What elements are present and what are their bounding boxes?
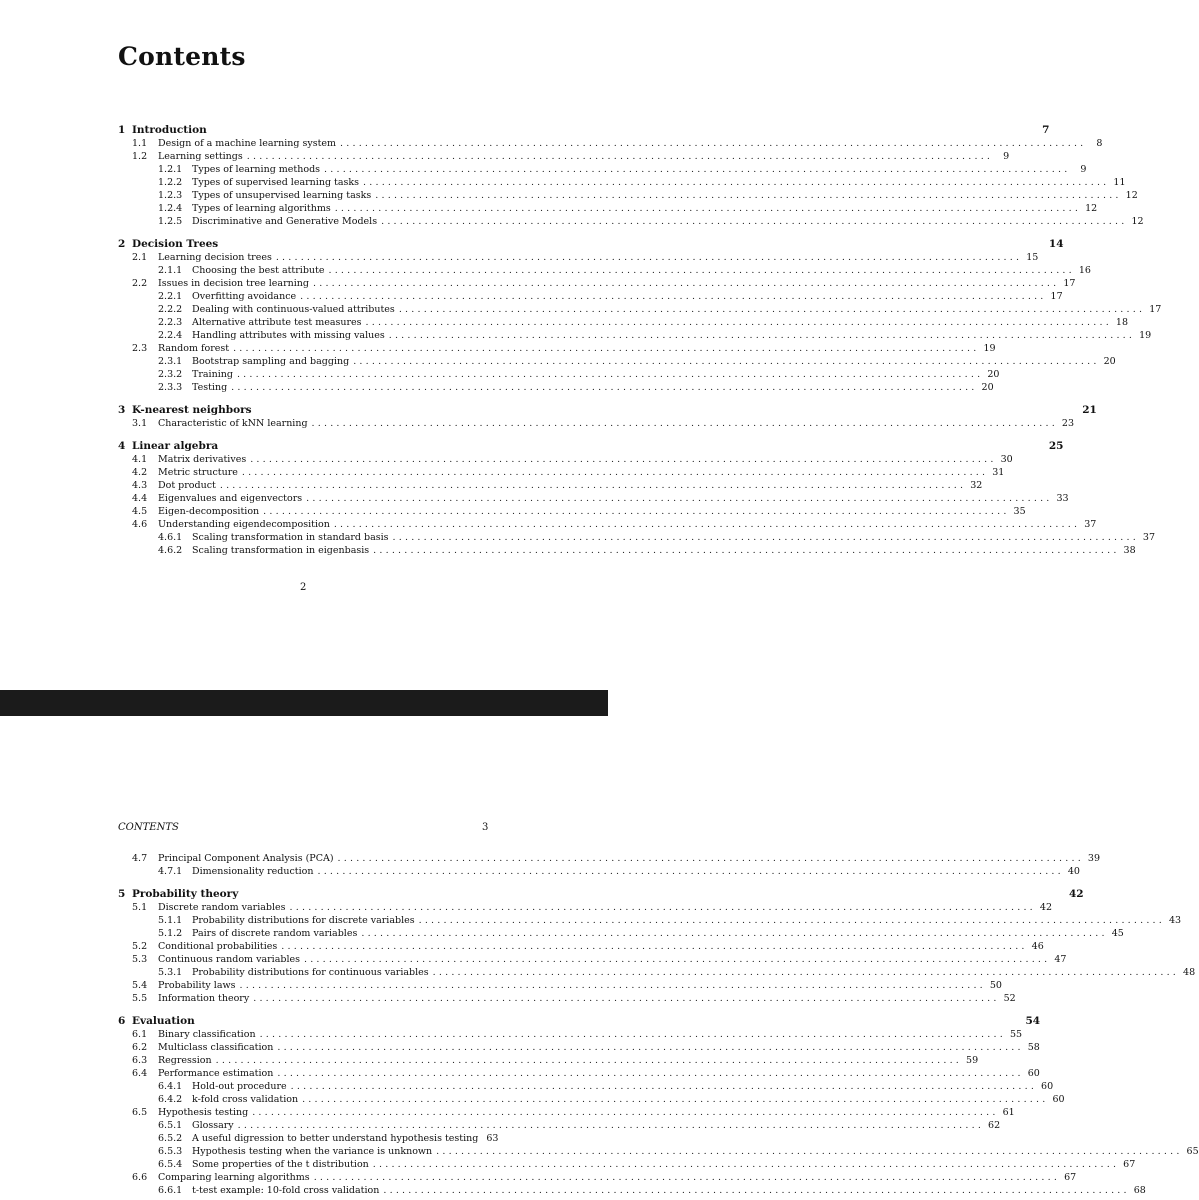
dot-leader: ........................................................................................................................ [215,1055,963,1066]
toc-entry-page: 11 [1113,177,1126,188]
toc-entry-page: 21 [1082,404,1097,416]
toc-entry-page: 35 [1013,506,1026,517]
toc-entry-page: 67 [1123,1159,1136,1170]
toc-entry-title: Design of a machine learning system [158,138,337,149]
toc-entry-number: 2.3 [132,343,148,354]
toc-entry-page: 20 [981,382,994,393]
toc-entry-number: 3.1 [132,418,148,429]
toc-entry-page: 61 [1002,1107,1015,1118]
toc-entry-page: 9 [1003,151,1010,162]
dot-leader: ........................................................................................................................ [324,164,1071,175]
toc-entry-page: 19 [983,343,996,354]
toc-entry-title: Hypothesis testing when the variance is unknown [192,1146,433,1157]
toc-entry-section[interactable] [118,137,1103,150]
toc-entry-number: 6 [118,1015,126,1027]
toc-entry-title: Introduction [132,124,207,136]
toc-entry-number: 5.4 [132,980,148,991]
dot-leader: ........................................................................................................................ [317,866,1064,877]
toc-entry-number: 4.7 [132,853,148,864]
dot-leader: ........................................................................................................................ [241,467,989,478]
toc-entry-subsection[interactable] [118,914,1182,927]
toc-entry-title: Types of learning methods [192,164,321,175]
toc-entry-page: 25 [1048,440,1064,452]
toc-entry-number: 2.1 [132,252,148,263]
toc-entry-page: 67 [1064,1172,1077,1183]
dot-leader: ........................................................................................................................ [231,382,978,393]
toc-entry-section[interactable] [118,492,1069,505]
toc-entry-number: 4.4 [132,493,148,504]
toc-entry-section[interactable] [118,453,1013,466]
toc-entry-number: 4.3 [132,480,148,491]
toc-entry-title: Regression [158,1055,212,1066]
toc-entry-number: 4.6.2 [158,545,183,556]
dot-leader: ........................................................................................................................ [436,1146,1183,1157]
toc-entry-chapter[interactable] [118,888,1084,901]
toc-entry-page: 42 [1039,902,1052,913]
dot-leader: ........................................................................................................................ [353,356,1100,367]
dot-leader: ........................................................................................................................ [281,941,1028,952]
toc-entry-title: Types of learning algorithms [192,203,331,214]
toc-entry-number: 5.3 [132,954,148,965]
toc-entry-section[interactable] [118,953,1067,966]
dot-leader: ........................................................................................................................ [277,1042,1024,1053]
toc-entry-title: Types of supervised learning tasks [192,177,360,188]
toc-entry-page: 17 [1149,304,1162,315]
toc-entry-title: Principal Component Analysis (PCA) [158,853,334,864]
toc-entry-page: 33 [1056,493,1069,504]
toc-entry-chapter[interactable] [118,238,1064,251]
toc-entry-title: Learning decision trees [158,252,272,263]
toc-entry-number: 2.3.2 [158,369,183,380]
page-separator [0,690,608,716]
toc-entry-number: 5.5 [132,993,148,1004]
toc-entry-title: Random forest [158,343,230,354]
toc-entry-subsection[interactable] [118,355,1116,368]
toc-entry-page: 59 [966,1055,979,1066]
toc-entry-number: 4.2 [132,467,148,478]
dot-leader: ........................................................................................................................ [361,928,1108,939]
toc-entry-title: Binary classification [158,1029,256,1040]
toc-entry-title: Multiclass classification [158,1042,274,1053]
toc-entry-title: Learning settings [158,151,243,162]
dot-leader: ........................................................................................................................ [333,519,1081,530]
toc-entry-number: 6.5.1 [158,1120,183,1131]
toc-entry-title: Choosing the best attribute [192,265,325,276]
toc-entry-title: Hypothesis testing [158,1107,249,1118]
dot-leader: ........................................................................................................................ [252,1107,999,1118]
toc-entry-page: 63 [486,1133,499,1144]
toc-entry-subsection[interactable] [118,163,1087,176]
dot-leader: ........................................................................................................................ [372,1159,1120,1170]
toc-entry-title: Pairs of discrete random variables [192,928,358,939]
toc-entry-subsection[interactable] [118,544,1136,557]
toc-entry-title: Information theory [158,993,250,1004]
toc-entry-number: 4 [118,440,126,452]
toc-entry-section[interactable] [118,251,1039,264]
toc-entry-number: 2 [118,238,126,250]
toc-entry-section[interactable] [118,342,996,355]
toc-entry-title: Scaling transformation in eigenbasis [192,545,370,556]
toc-entry-title: Training [192,369,233,380]
toc-entry-section[interactable] [118,1054,979,1067]
toc-entry-section[interactable] [118,992,1016,1005]
dot-leader: ........................................................................................................................ [239,980,986,991]
toc-entry-number: 1.2.5 [158,216,183,227]
toc-entry-title: Handling attributes with missing values [192,330,385,341]
toc-entry-page: 8 [1096,138,1103,149]
dot-leader: ........................................................................................................................ [340,138,1087,149]
toc-entry-title: Metric structure [158,467,238,478]
toc-entry-page: 50 [989,980,1002,991]
dot-leader: ........................................................................................................................ [259,1029,1006,1040]
toc-entry-subsection[interactable] [118,176,1126,189]
running-head-page-number: 3 [482,822,489,833]
dot-leader: ........................................................................................................................ [303,954,1051,965]
dot-leader: ........................................................................................................................ [277,1068,1024,1079]
toc-entry-page: 14 [1048,238,1064,250]
toc-entry-page: 52 [1003,993,1016,1004]
toc-entry-page: 43 [1168,915,1182,926]
dot-leader: ........................................................................................................................ [219,480,967,491]
toc-entry-subsection[interactable] [118,381,994,394]
toc-entry-page: 31 [992,467,1005,478]
toc-entry-page: 20 [987,369,1000,380]
dot-leader: ........................................................................................................................ [381,216,1128,227]
toc-entry-number: 3 [118,404,126,416]
toc-entry-number: 5.1.1 [158,915,183,926]
toc-entry-number: 5.1.2 [158,928,183,939]
dot-leader: ........................................................................................................................ [383,1185,1130,1196]
toc-entry-page: 60 [1041,1081,1054,1092]
dot-leader: ........................................................................................................................ [334,203,1082,214]
dot-leader: ........................................................................................................................ [337,853,1084,864]
toc-entry-number: 6.6.1 [158,1185,183,1196]
dot-leader: ........................................................................................................................ [418,915,1165,926]
toc-entry-number: 6.4 [132,1068,148,1079]
toc-entry-title: Dot product [158,480,216,491]
toc-entry-number: 1 [118,124,126,136]
toc-entry-title: Linear algebra [132,440,219,452]
toc-entry-title: Bootstrap sampling and bagging [192,356,350,367]
toc-entry-title: A useful digression to better understand hypothesis testing [192,1133,479,1144]
dot-leader: ........................................................................................................................ [375,190,1122,201]
toc-entry-number: 6.2 [132,1042,148,1053]
toc-entry-page: 68 [1133,1185,1146,1196]
toc-entry-section[interactable] [118,1067,1040,1080]
toc-entry-section[interactable] [118,505,1026,518]
toc-entry-title: Decision Trees [132,238,219,250]
toc-entry-title: Overfitting avoidance [192,291,297,302]
toc-entry-number: 1.2.1 [158,164,183,175]
toc-entry-subsection[interactable] [118,531,1156,544]
dot-leader: ........................................................................................................................ [398,304,1146,315]
toc-entry-number: 5.3.1 [158,967,183,978]
toc-entry-page: 23 [1061,418,1075,429]
toc-entry-section[interactable] [118,1028,1023,1041]
toc-entry-section[interactable] [118,466,1005,479]
toc-entry-page: 60 [1052,1094,1065,1105]
toc-entry-number: 6.4.1 [158,1081,183,1092]
toc-entry-page: 38 [1123,545,1136,556]
dot-leader: ........................................................................................................................ [237,1120,985,1131]
toc-entry-number: 6.4.2 [158,1094,183,1105]
toc-entry-title: Scaling transformation in standard basis [192,532,389,543]
toc-entry-title: Dealing with continuous-valued attributes [192,304,395,315]
dot-leader: ........................................................................................................................ [432,967,1180,978]
toc-entry-title: Probability distributions for continuous variables [192,967,429,978]
toc-entry-title: K-nearest neighbors [132,404,252,416]
toc-entry-title: Some properties of the t distribution [192,1159,369,1170]
toc-entry-page: 37 [1142,532,1156,543]
toc-entry-number: 4.6.1 [158,532,183,543]
toc-entry-title: Dimensionality reduction [192,866,314,877]
toc-entry-number: 1.2 [132,151,148,162]
toc-entry-subsection[interactable] [118,966,1196,979]
toc-entry-subsection[interactable] [118,1080,1054,1093]
toc-entry-title: Discriminative and Generative Models [192,216,378,227]
toc-entry-page: 12 [1131,216,1144,227]
toc-entry-page: 60 [1027,1068,1040,1079]
toc-entry-section[interactable] [118,479,983,492]
toc-entry-subsection[interactable] [118,329,1152,342]
toc-entry-number: 6.3 [132,1055,148,1066]
dot-leader: ........................................................................................................................ [275,252,1023,263]
toc-entry-title: Performance estimation [158,1068,274,1079]
toc-entry-number: 2.2.3 [158,317,183,328]
dot-leader: ........................................................................................................................ [263,506,1010,517]
table-of-contents-continued [118,852,1199,1197]
toc-entry-title: Hold-out procedure [192,1081,287,1092]
dot-leader: ........................................................................................................................ [302,1094,1049,1105]
toc-entry-subsection[interactable] [118,1119,1001,1132]
toc-entry-page: 9 [1080,164,1087,175]
toc-entry-page: 12 [1125,190,1138,201]
toc-entry-title: Probability distributions for discrete variables [192,915,415,926]
toc-entry-section[interactable] [118,1041,1040,1054]
toc-entry-page: 62 [988,1120,1001,1131]
toc-entry-number: 1.2.4 [158,203,183,214]
toc-entry-subsection[interactable] [118,290,1063,303]
toc-entry-page: 30 [1000,454,1013,465]
toc-entry-subsection[interactable] [118,865,1080,878]
toc-entry-page: 17 [1050,291,1063,302]
toc-entry-title: Glossary [192,1120,234,1131]
toc-entry-subsection[interactable] [118,1184,1146,1197]
toc-entry-title: Continuous random variables [158,954,300,965]
toc-entry-chapter[interactable] [118,404,1097,417]
toc-entry-page: 39 [1087,853,1101,864]
dot-leader: ........................................................................................................................ [290,1081,1038,1092]
toc-entry-subsection[interactable] [118,1158,1136,1171]
toc-entry-subsection[interactable] [118,1145,1199,1158]
toc-entry-number: 6.5.4 [158,1159,183,1170]
toc-entry-number: 2.2.4 [158,330,183,341]
running-head: CONTENTS [118,822,179,833]
toc-entry-number: 2.2 [132,278,148,289]
dot-leader: ........................................................................................................................ [365,317,1112,328]
dot-leader: ........................................................................................................................ [328,265,1075,276]
dot-leader: ........................................................................................................................ [250,454,997,465]
toc-entry-title: Understanding eigendecomposition [158,519,330,530]
toc-entry-page: 32 [970,480,983,491]
toc-entry-section[interactable] [118,901,1052,914]
toc-entry-section[interactable] [118,940,1044,953]
toc-entry-number: 4.6 [132,519,148,530]
dot-leader: ........................................................................................................................ [388,330,1136,341]
toc-entry-subsection[interactable] [118,1132,499,1145]
toc-entry-section[interactable] [118,518,1097,531]
dot-leader: ........................................................................................................................ [311,418,1058,429]
dot-leader: ........................................................................................................................ [313,278,1060,289]
toc-entry-title: Conditional probabilities [158,941,278,952]
toc-entry-page: 15 [1026,252,1039,263]
toc-entry-page: 37 [1084,519,1097,530]
dot-leader: ........................................................................................................................ [236,369,984,380]
toc-entry-page: 47 [1054,954,1067,965]
toc-entry-number: 6.5.2 [158,1133,183,1144]
toc-entry-number: 1.1 [132,138,148,149]
toc-entry-page: 18 [1115,317,1129,328]
toc-entry-page: 40 [1067,866,1080,877]
dot-leader: ........................................................................................................................ [253,993,1000,1004]
toc-entry-subsection[interactable] [118,189,1138,202]
toc-entry-chapter[interactable] [118,1015,1041,1028]
toc-entry-number: 2.1.1 [158,265,183,276]
dot-leader: ........................................................................................................................ [300,291,1047,302]
toc-entry-section[interactable] [118,979,1002,992]
toc-entry-title: Matrix derivatives [158,454,247,465]
dot-leader: ........................................................................................................................ [363,177,1110,188]
toc-entry-section[interactable] [118,277,1076,290]
toc-entry-number: 6.5 [132,1107,148,1118]
dot-leader: ........................................................................................................................ [289,902,1036,913]
toc-entry-number: 1.2.2 [158,177,183,188]
toc-entry-number: 4.7.1 [158,866,183,877]
toc-entry-page: 55 [1009,1029,1023,1040]
toc-entry-number: 2.3.3 [158,382,183,393]
toc-entry-subsection[interactable] [118,202,1098,215]
page-footer-number: 2 [300,582,307,593]
table-of-contents [118,124,1162,557]
toc-entry-title: Comparing learning algorithms [158,1172,310,1183]
toc-entry-title: Characteristic of kNN learning [158,418,308,429]
toc-entry-title: Types of unsupervised learning tasks [192,190,372,201]
toc-entry-section[interactable] [118,1171,1077,1184]
toc-entry-number: 6.5.3 [158,1146,183,1157]
toc-entry-page: 58 [1027,1042,1040,1053]
toc-entry-section[interactable] [118,417,1075,430]
toc-entry-section[interactable] [118,1106,1015,1119]
dot-leader: ........................................................................................................................ [306,493,1053,504]
toc-entry-number: 5.2 [132,941,148,952]
toc-entry-page: 54 [1025,1015,1041,1027]
toc-entry-subsection[interactable] [118,264,1091,277]
dot-leader: ........................................................................................................................ [246,151,994,162]
toc-entry-subsection[interactable] [118,316,1129,329]
toc-entry-number: 5 [118,888,126,900]
toc-entry-page: 46 [1031,941,1044,952]
dot-leader: ........................................................................................................................ [233,343,980,354]
toc-entry-title: t-test example: 10-fold cross validation [192,1185,380,1196]
toc-entry-subsection[interactable] [118,1093,1065,1106]
dot-leader: ........................................................................................................................ [313,1172,1061,1183]
toc-entry-subsection[interactable] [118,927,1124,940]
toc-entry-chapter[interactable] [118,440,1064,453]
toc-entry-page: 17 [1063,278,1076,289]
toc-entry-title: Issues in decision tree learning [158,278,309,289]
toc-entry-chapter[interactable] [118,124,1050,137]
toc-entry-subsection[interactable] [118,215,1144,228]
toc-entry-number: 4.5 [132,506,148,517]
toc-entry-number: 2.3.1 [158,356,183,367]
toc-entry-number: 6.1 [132,1029,148,1040]
toc-entry-title: k-fold cross validation [192,1094,299,1105]
toc-entry-page: 20 [1103,356,1116,367]
toc-entry-title: Probability theory [132,888,239,900]
toc-entry-title: Probability laws [158,980,236,991]
toc-entry-section[interactable] [118,852,1101,865]
toc-entry-number: 2.2.2 [158,304,183,315]
toc-entry-page: 65 [1186,1146,1199,1157]
toc-entry-title: Discrete random variables [158,902,286,913]
dot-leader: ........................................................................................................................ [373,545,1120,556]
toc-entry-number: 5.1 [132,902,148,913]
toc-entry-number: 6.6 [132,1172,148,1183]
toc-entry-section[interactable] [118,150,1010,163]
toc-entry-page: 48 [1183,967,1196,978]
dot-leader: ........................................................................................................................ [392,532,1139,543]
toc-entry-page: 12 [1085,203,1098,214]
toc-entry-page: 19 [1139,330,1152,341]
toc-entry-page: 7 [1042,124,1050,136]
toc-entry-title: Alternative attribute test measures [192,317,362,328]
toc-entry-page: 42 [1068,888,1084,900]
toc-entry-subsection[interactable] [118,368,1000,381]
toc-entry-title: Eigen-decomposition [158,506,260,517]
toc-entry-title: Eigenvalues and eigenvectors [158,493,303,504]
toc-entry-page: 16 [1078,265,1091,276]
toc-entry-title: Testing [192,382,228,393]
contents-title: Contents [118,42,246,71]
toc-entry-number: 2.2.1 [158,291,183,302]
toc-entry-number: 4.1 [132,454,148,465]
toc-entry-title: Evaluation [132,1015,195,1027]
toc-entry-page: 45 [1111,928,1124,939]
toc-entry-number: 1.2.3 [158,190,183,201]
toc-entry-subsection[interactable] [118,303,1162,316]
